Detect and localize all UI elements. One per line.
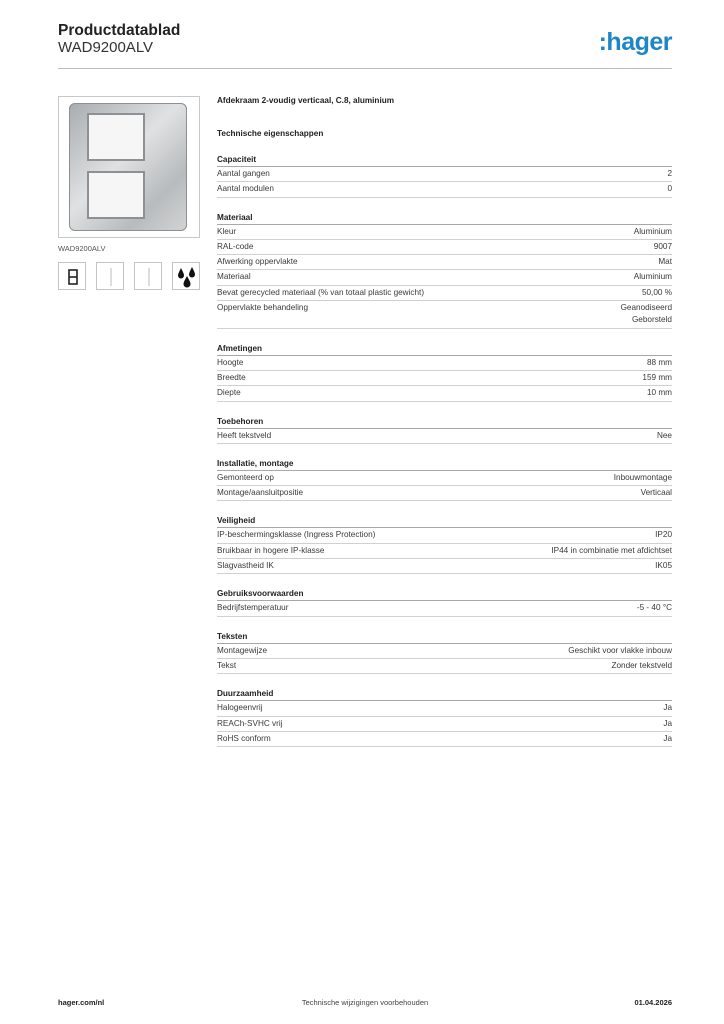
spec-label: Halogeenvrij — [217, 703, 263, 713]
spec-value-line: Nee — [656, 430, 672, 440]
spec-row — [217, 429, 672, 444]
spec-value — [611, 660, 672, 672]
spec-label: Slagvastheid IK — [217, 561, 274, 571]
spec-value-line: IK05 — [655, 561, 672, 571]
spec-value — [614, 472, 672, 484]
spec-row — [217, 301, 672, 329]
spec-value-line: Zonder tekstveld — [611, 660, 672, 670]
spec-label: RAL-code — [217, 241, 254, 251]
spec-value-line: Aluminium — [633, 226, 672, 236]
spec-value — [641, 487, 672, 499]
spec-section — [217, 588, 672, 616]
spec-value — [663, 718, 672, 730]
page-header — [58, 22, 672, 68]
spec-value — [663, 733, 672, 745]
spec-row — [217, 371, 672, 386]
product-image — [58, 96, 200, 238]
spec-value-line: 2 — [667, 169, 672, 178]
section-title: Toebehoren — [217, 416, 672, 429]
cover-frame-image — [69, 103, 187, 231]
tech-properties-heading: Technische eigenschappen — [217, 129, 324, 138]
spec-value-line: 88 mm — [646, 357, 672, 367]
spec-value-line: Ja — [663, 733, 672, 743]
spec-value-line: 10 mm — [646, 388, 672, 398]
spec-label: Heeft tekstveld — [217, 430, 272, 440]
section-title: Afmetingen — [217, 343, 672, 356]
spec-value — [657, 430, 672, 442]
spec-value — [654, 241, 672, 253]
spec-label: Kleur — [217, 226, 237, 236]
technical-specifications — [217, 94, 672, 747]
digit-8-icon — [58, 262, 86, 290]
spec-section — [217, 154, 672, 198]
spec-row — [217, 270, 672, 285]
spec-row — [217, 701, 672, 716]
spec-value — [647, 357, 672, 369]
hager-logo: :hager — [598, 28, 672, 56]
spec-row — [217, 356, 672, 371]
section-title: Teksten — [217, 631, 672, 644]
spec-value — [667, 168, 672, 180]
spec-label: Diepte — [217, 388, 241, 398]
vertical-line-icon — [134, 262, 162, 290]
spec-value-line: Geschikt voor vlakke inbouw — [568, 645, 672, 655]
section-title: Duurzaamheid — [217, 688, 672, 701]
spec-row — [217, 601, 672, 616]
frame-opening-top — [87, 113, 145, 161]
spec-section — [217, 631, 672, 675]
vertical-line-icon — [96, 262, 124, 290]
spec-section — [217, 212, 672, 329]
spec-row — [217, 240, 672, 255]
spec-value-line: -5 - 40 °C — [636, 603, 672, 613]
spec-value — [634, 271, 672, 283]
spec-section — [217, 515, 672, 574]
water-drops-icon — [172, 262, 200, 290]
spec-row — [217, 286, 672, 301]
spec-value-line: Mat — [658, 257, 672, 267]
page-footer — [58, 998, 672, 1010]
header-divider — [58, 68, 672, 69]
footer-date: 01.04.2026 — [634, 998, 672, 1007]
spec-value — [621, 302, 672, 327]
section-title: Gebruiksvoorwaarden — [217, 588, 672, 601]
spec-sections — [217, 154, 672, 747]
spec-value-line: Geborsteld — [631, 315, 672, 325]
spec-value — [667, 183, 672, 195]
spec-value — [568, 645, 672, 657]
spec-value-line: 159 mm — [642, 372, 672, 382]
spec-label: Hoogte — [217, 357, 244, 367]
spec-value-line: Geanodiseerd — [620, 303, 672, 313]
spec-section — [217, 688, 672, 747]
spec-label: Bruikbaar in hogere IP-klasse — [217, 545, 325, 555]
spec-value-line: Ja — [663, 718, 672, 728]
spec-row — [217, 471, 672, 486]
spec-value — [642, 372, 672, 384]
spec-value-line: 9007 — [653, 241, 672, 251]
spec-label: Montage/aansluitpositie — [217, 488, 304, 498]
spec-row — [217, 544, 672, 559]
spec-row — [217, 167, 672, 182]
spec-row — [217, 659, 672, 674]
spec-row — [217, 225, 672, 240]
spec-row — [217, 732, 672, 747]
feature-icons — [58, 262, 200, 294]
spec-value-line: Ja — [663, 703, 672, 713]
product-image-caption: WAD9200ALV — [58, 244, 106, 253]
spec-row — [217, 386, 672, 401]
spec-label: Breedte — [217, 372, 246, 382]
spec-row — [217, 486, 672, 501]
spec-label: Aantal gangen — [217, 169, 270, 178]
spec-value — [634, 226, 672, 238]
spec-row — [217, 528, 672, 543]
section-title: Veiligheid — [217, 515, 672, 528]
spec-label: Gemonteerd op — [217, 472, 274, 482]
spec-label: Materiaal — [217, 272, 251, 282]
product-description: Afdekraam 2-voudig verticaal, C.8, aluminium — [217, 96, 394, 105]
footer-website: hager.com/nl — [58, 998, 105, 1007]
spec-label: Tekst — [217, 660, 237, 670]
spec-value — [655, 529, 672, 541]
spec-value — [663, 702, 672, 714]
spec-value — [655, 560, 672, 572]
footer-disclaimer: Technische wijzigingen voorbehouden — [301, 998, 429, 1007]
document-title: Productdatablad — [58, 22, 181, 39]
spec-section — [217, 416, 672, 444]
spec-row — [217, 717, 672, 732]
spec-row — [217, 559, 672, 574]
spec-value — [551, 545, 672, 557]
spec-label: REACh-SVHC vrij — [217, 718, 283, 728]
section-title: Installatie, montage — [217, 458, 672, 471]
section-title: Materiaal — [217, 212, 672, 225]
spec-label: Oppervlakte behandeling — [217, 303, 309, 313]
frame-opening-bottom — [87, 171, 145, 219]
spec-section — [217, 343, 672, 402]
spec-value — [637, 602, 672, 614]
spec-label: Aantal modulen — [217, 184, 274, 194]
spec-value-line: 50,00 % — [641, 287, 672, 297]
spec-value — [642, 287, 672, 299]
spec-row — [217, 255, 672, 270]
spec-value-line: 0 — [667, 184, 672, 194]
spec-label: Bedrijfstemperatuur — [217, 603, 289, 613]
spec-label: Afwerking oppervlakte — [217, 257, 298, 267]
spec-value — [647, 387, 672, 399]
spec-value-line: Aluminium — [633, 272, 672, 282]
spec-row — [217, 182, 672, 197]
section-title: Capaciteit — [217, 154, 672, 167]
spec-value-line: Inbouwmontage — [613, 472, 672, 482]
spec-label: IP-beschermingsklasse (Ingress Protection) — [217, 530, 376, 540]
product-code-title: WAD9200ALV — [58, 39, 154, 56]
spec-value-line: IP20 — [655, 530, 672, 540]
spec-value-line: Verticaal — [640, 488, 672, 498]
spec-label: Bevat gerecycled materiaal (% van totaal plastic gewicht) — [217, 287, 425, 297]
spec-value — [658, 256, 672, 268]
spec-value-line: IP44 in combinatie met afdichtset — [551, 545, 672, 555]
spec-row — [217, 644, 672, 659]
spec-label: Montagewijze — [217, 645, 268, 655]
spec-label: RoHS conform — [217, 733, 271, 743]
spec-section — [217, 458, 672, 502]
